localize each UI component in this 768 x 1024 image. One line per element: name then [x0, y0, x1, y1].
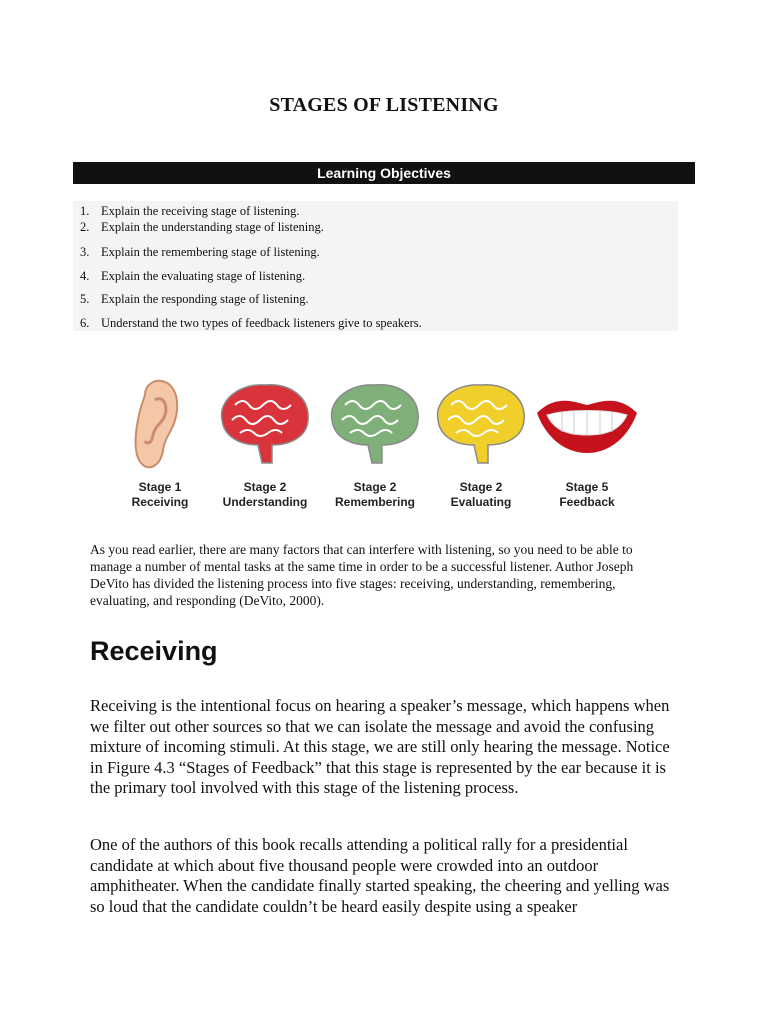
objective-item: 6. Understand the two types of feedback listeners give to speakers.	[80, 316, 422, 330]
objective-item: 3. Explain the remembering stage of listening.	[80, 245, 320, 259]
page-title: STAGES OF LISTENING	[269, 94, 499, 116]
intro-paragraph: As you read earlier, there are many factors that can interfere with listening, so you need to be able to manage a number of mental tasks at the same time in order to be a successful listener. Author Joseph DeVito has divided the listening process into five stages: receiving, understanding, remembering, evaluating, and responding (DeVito, 2000).	[90, 542, 634, 608]
brain-icon	[426, 375, 536, 475]
section-heading: Receiving	[90, 636, 218, 666]
body-paragraph: Receiving is the intentional focus on hearing a speaker’s message, which happens when we filter out other sources so that we can isolate the message and avoid the confusing mixture of incoming stimuli. At this stage, we are still only hearing the message. Notice in Figure 4.3 “Stages of Feedback” that this stage is represented by the ear because it is the primary tool involved with this stage of the listening process.	[90, 696, 670, 797]
ear-icon	[105, 375, 215, 475]
stage-feedback: Stage 5 Feedback	[532, 375, 642, 520]
brain-icon	[320, 375, 430, 475]
objective-item: 2. Explain the understanding stage of listening.	[80, 220, 324, 234]
stages-figure	[120, 375, 660, 520]
objective-item: 4. Explain the evaluating stage of listening.	[80, 269, 306, 283]
mouth-icon	[532, 375, 642, 475]
stage-evaluating: Stage 2 Evaluating	[426, 375, 536, 520]
stage-receiving: Stage 1 Receiving	[105, 375, 215, 520]
brain-icon	[210, 375, 320, 475]
objectives-header: Learning Objectives	[73, 162, 695, 184]
stage-understanding: Stage 2 Understanding	[210, 375, 320, 520]
objective-item: 5. Explain the responding stage of listening.	[80, 292, 309, 306]
body-paragraph: One of the authors of this book recalls attending a political rally for a presidential candidate at which about five thousand people were crowded into an outdoor amphitheater. When the candidate finally started speaking, the cheering and yelling was so loud that the candidate couldn’t be heard easily despite using a speaker	[90, 835, 670, 916]
stage-remembering: Stage 2 Remembering	[320, 375, 430, 520]
objective-item: 1. Explain the receiving stage of listening.	[80, 204, 300, 218]
